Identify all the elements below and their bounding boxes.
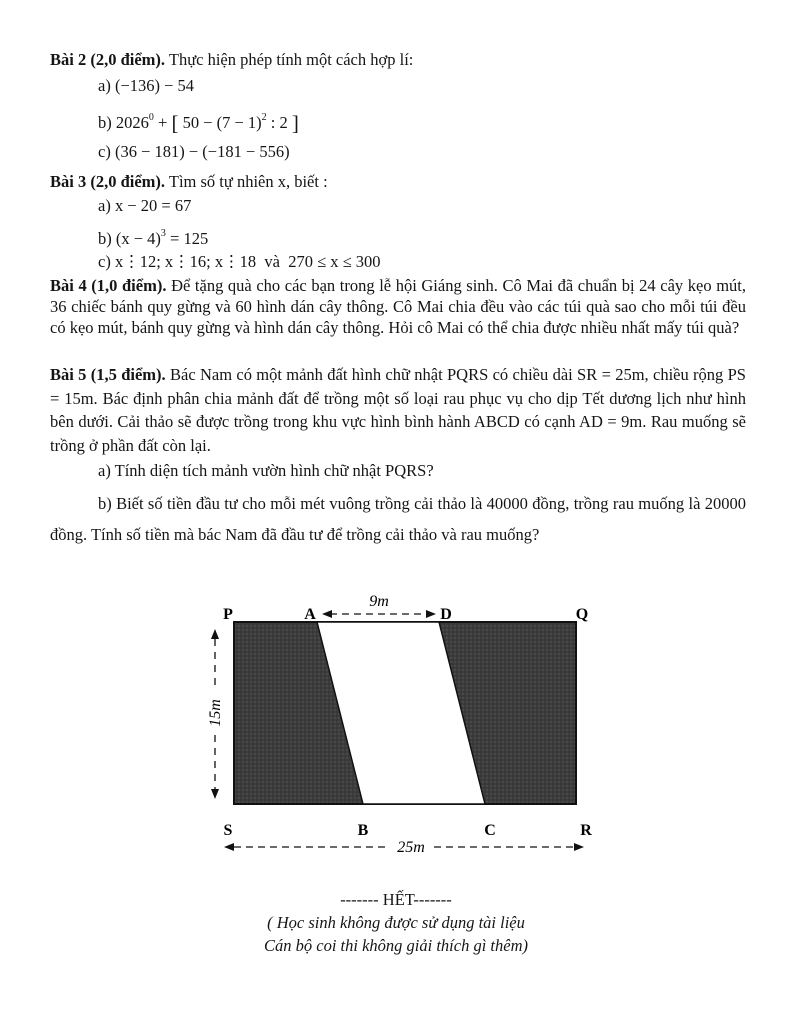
bai3-b-expr: (x − 4)	[115, 229, 161, 248]
label-s: S	[223, 822, 233, 839]
bai3-heading	[50, 172, 328, 192]
side-dimension-label: 15m	[207, 699, 224, 727]
end-marker: ------- HẾT-------	[340, 890, 452, 909]
bai2-title: Bài 2 (2,0 điểm).	[50, 50, 166, 69]
bai3-c-expr: x⋮12; x⋮16; x⋮18 và 270 ≤ x ≤ 300	[114, 252, 381, 271]
bai5-paragraph	[50, 363, 746, 457]
bai4-title: Bài 4 (1,0 điểm).	[50, 276, 167, 295]
label-r: R	[580, 822, 592, 839]
bai3-title: Bài 3 (2,0 điểm).	[50, 172, 166, 191]
bai3-item-c	[98, 252, 381, 272]
bai5-text: Bác Nam có một mảnh đất hình chữ nhật PQRS có chiều dài SR = 25m, chiều rộng PS = 15m. Bác định phân chia mảnh đất để trồng một số loại rau phục vụ cho dịp Tết dương lịch như hình bên dưới. Cải thảo sẽ được trồng trong khu vực hình bình hành ABCD có cạnh AD = 9m. Rau muống sẽ trồng ở phần đất còn lại.	[50, 365, 746, 455]
bai3-c-label: c)	[98, 252, 111, 271]
bai2-item-b	[98, 108, 299, 133]
bai5-question-b: b) Biết số tiền đầu tư cho mỗi mét vuông trồng cải thảo là 40000 đồng, trồng rau muống là 20000 đồng. Tính số tiền mà bác Nam đã đầu tư để trồng cải thảo và rau muống?	[50, 494, 746, 544]
bai2-b-exp2: 2	[261, 112, 267, 123]
bai2-b-inner1: 50 − (7 − 1)	[178, 113, 262, 132]
label-a: A	[304, 606, 316, 623]
bai4-text: Để tặng quà cho các bạn trong lễ hội Giáng sinh. Cô Mai đã chuẩn bị 24 cây kẹo mút, 36 chiếc bánh quy gừng và 60 hình dán cây thông. Cô Mai chia đều vào các túi quà sao cho mỗi túi đều có kẹo mút, bánh quy gừng và hình dán cây thông. Hỏi cô Mai có thể chia được nhiều nhất mấy túi quà?	[50, 276, 746, 337]
bai3-item-b	[98, 224, 208, 249]
label-q: Q	[575, 606, 589, 623]
bai3-item-a	[98, 196, 191, 216]
bai2-b-expr: $2026^0$ + [ $50 - (7 - 1)^2$ : 2 ]	[115, 111, 299, 135]
bai3-a-label: a)	[98, 196, 111, 215]
label-d: D	[440, 606, 452, 623]
bai2-heading	[50, 50, 413, 70]
bai5-title: Bài 5 (1,5 điểm).	[50, 365, 166, 384]
bai3-b-rest: = 125	[165, 229, 209, 248]
bai2-item-a	[98, 76, 194, 96]
bai2-c-expr: (36 − 181) − (−181 − 556)	[114, 142, 290, 161]
bai2-a-label: a)	[98, 76, 111, 95]
footer-note-2: Cán bộ coi thi không giải thích gì thêm)	[264, 936, 528, 955]
label-c: C	[484, 822, 496, 839]
garden-diagram	[190, 585, 610, 860]
top-dimension-label: 9m	[369, 593, 389, 610]
bai2-a-expr: (−136) − 54	[114, 76, 195, 95]
bai3-prompt: Tìm số tự nhiên x, biết :	[165, 172, 328, 191]
dimension-ad	[322, 610, 436, 618]
bai3-a-expr: x − 20 = 67	[114, 196, 192, 215]
bai2-item-c	[98, 142, 290, 162]
bai4-paragraph	[50, 275, 746, 338]
label-p: P	[223, 606, 233, 623]
bai2-b-exp: 0	[148, 112, 154, 123]
bai2-b-base: 2026	[115, 113, 149, 132]
bai2-c-label: c)	[98, 142, 111, 161]
bai3-b-exp: 3	[160, 228, 166, 239]
bai2-b-label: b)	[98, 113, 112, 132]
bai2-prompt: Thực hiện phép tính một cách hợp lí:	[165, 50, 414, 69]
bai2-b-inner2: : 2	[266, 113, 292, 132]
bottom-dimension-label: 25m	[397, 839, 425, 856]
bai3-b-label: b)	[98, 229, 112, 248]
label-b: B	[357, 822, 369, 839]
footer-note-1: ( Học sinh không được sử dụng tài liệu	[267, 913, 525, 932]
bai2-b-mid: +	[153, 113, 172, 132]
bai5-question-a: a) Tính diện tích mảnh vườn hình chữ nhật PQRS?	[98, 461, 434, 480]
